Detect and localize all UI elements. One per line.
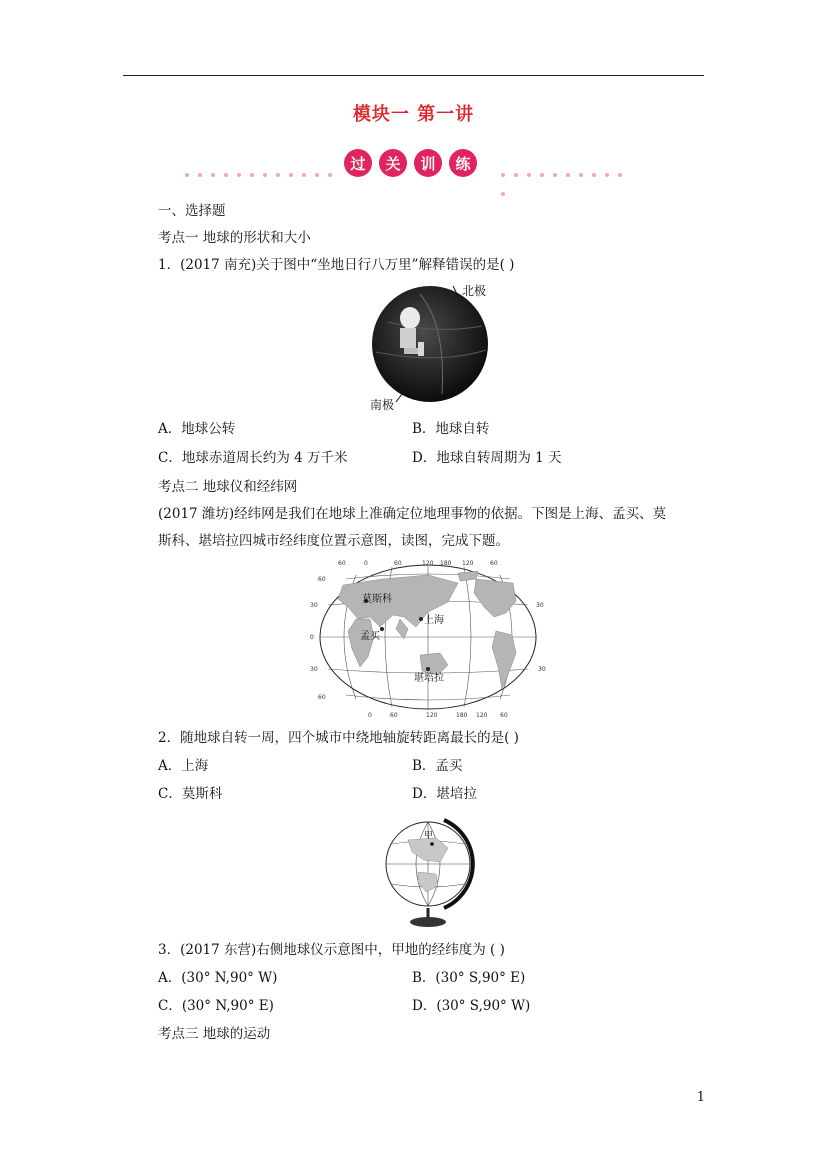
north-pole-label: 北极 [462,284,487,298]
city-label-canberra: 堪培拉 [414,673,444,684]
banner-char: 练 [449,149,477,177]
map-tick: 120 [422,560,434,567]
mumbai-dot [380,627,384,631]
passage-line: 斯科、堪培拉四城市经纬度位置示意图，读图，完成下题。 [158,533,509,549]
option-c: C．(30° N,90° E) [158,998,274,1014]
map-tick: 60 [390,712,398,719]
exercise-banner [185,148,642,180]
option-c: C．地球赤道周长约为 4 万千米 [158,450,348,466]
page-title: 模块一 第一讲 [352,104,475,125]
option-b: B．孟买 [412,758,463,774]
map-tick: 30 [536,602,544,609]
world-latlon-map [308,557,548,720]
globe-base [410,917,446,927]
banner-char: 训 [414,149,442,177]
map-tick: 60 [490,560,498,567]
south-pole-mark [396,394,402,402]
map-tick: 60 [500,712,508,719]
location-jia-dot [430,842,434,846]
map-tick: 180 [440,560,452,567]
option-a: A．(30° N,90° W) [158,970,278,986]
earth-rotation-figure [360,282,500,412]
banner-dots-right [501,162,642,166]
shanghai-dot [419,617,423,621]
option-c: C．莫斯科 [158,786,223,802]
map-tick: 0 [368,712,372,719]
map-tick: 60 [394,560,402,567]
question-stem: 2．随地球自转一周，四个城市中绕地轴旋转距离最长的是( ) [158,730,519,746]
option-d: D．堪培拉 [412,786,477,802]
header-rule [123,75,704,76]
option-a: A．上海 [158,758,209,774]
banner-char: 过 [344,149,372,177]
option-b: B．(30° S,90° E) [412,970,526,986]
map-tick: 0 [310,634,314,641]
topic-heading: 考点一 地球的形状和大小 [158,230,311,246]
question-stem: 3．(2017 东营)右侧地球仪示意图中，甲地的经纬度为 ( ) [158,942,505,958]
section-heading: 一、选择题 [158,203,226,219]
earth-disc [372,286,488,402]
map-tick: 60 [318,576,326,583]
map-tick: 120 [426,712,438,719]
map-tick: 120 [476,712,488,719]
map-tick: 180 [456,712,468,719]
banner-dots-left [185,162,341,166]
south-pole-label: 南极 [370,398,395,412]
canberra-dot [426,667,430,671]
option-b: B．地球自转 [412,421,490,437]
option-d: D．(30° S,90° W) [412,998,531,1014]
map-tick: 120 [462,560,474,567]
option-a: A．地球公转 [158,421,236,437]
passage-line: (2017 潍坊)经纬网是我们在地球上准确定位地理事物的依据。下图是上海、孟买、莫 [158,506,667,522]
map-tick: 60 [338,560,346,567]
topic-heading: 考点二 地球仪和经纬网 [158,479,298,495]
option-d: D．地球自转周期为 1 天 [412,450,562,466]
topic-heading: 考点三 地球的运动 [158,1026,271,1042]
map-tick: 30 [310,602,318,609]
banner-char: 关 [379,149,407,177]
banner-badges [344,149,477,177]
city-label-mumbai: 孟买 [360,631,380,642]
map-tick: 30 [538,666,546,673]
question-stem: 1．(2017 南充)关于图中“坐地日行八万里”解释错误的是( ) [158,257,515,273]
page-number: 1 [696,1090,705,1105]
location-jia-label: 甲 [424,831,434,841]
map-tick: 30 [310,666,318,673]
map-tick: 0 [364,560,368,567]
globe-figure [378,812,478,934]
map-tick: 60 [318,694,326,701]
city-label-moscow: 莫斯科 [362,594,392,605]
city-label-shanghai: 上海 [424,615,444,626]
